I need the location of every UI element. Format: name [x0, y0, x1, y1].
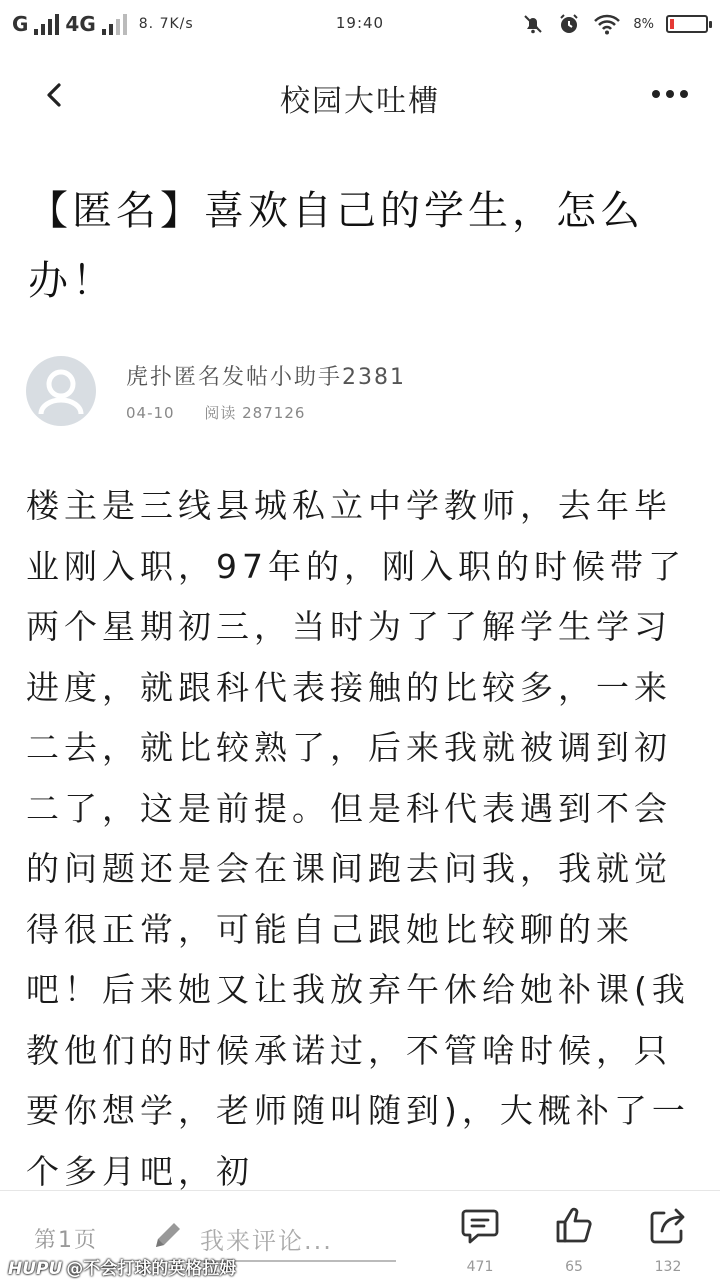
post-date: 04-10 [126, 404, 175, 422]
comment-input[interactable]: 我来评论... [200, 1221, 396, 1262]
comment-icon [460, 1205, 500, 1245]
watermark-brand: HUPU [8, 1259, 63, 1279]
pencil-icon [150, 1217, 186, 1253]
like-button[interactable] [544, 1205, 604, 1275]
battery-icon [666, 15, 708, 33]
alarm-clock-icon [557, 12, 581, 36]
more-icon[interactable] [650, 84, 690, 104]
bottom-bar [0, 1190, 720, 1281]
network-speed: 8. 7K/s [138, 16, 194, 32]
author-info[interactable] [26, 356, 686, 430]
battery-fill [670, 19, 674, 29]
post-title: 【匿名】喜欢自己的学生，怎么办！ [28, 188, 644, 304]
battery-percent: 8% [633, 16, 654, 32]
post-meta [126, 402, 305, 423]
comment-button[interactable] [450, 1205, 510, 1275]
share-icon [648, 1205, 688, 1245]
watermark-user: @不会打球的英格拉姆 [66, 1259, 237, 1279]
page-title: 校园大吐槽 [280, 84, 440, 119]
like-count: 65 [565, 1259, 583, 1275]
comment-count: 471 [466, 1259, 494, 1275]
mute-bell-icon [521, 12, 545, 36]
share-count: 132 [654, 1259, 682, 1275]
signal-label-2: 4G [65, 12, 96, 36]
nav-bar [0, 50, 720, 142]
avatar[interactable] [26, 356, 96, 426]
status-time: 19:40 [335, 14, 385, 32]
thumbs-up-icon [554, 1205, 594, 1245]
post-body: 楼主是三线县城私立中学教师，去年毕业刚入职，97年的，刚入职的时候带了两个星期初三，当时为了了解学生学习进度，就跟科代表接触的比较多，一来二去，就比较熟了，后来我就被调到初二了，这是前提。但是科代表遇到不会的问题还是会在课间跑去问我，我就觉得很正常，可能自己跟她比较聊的来吧！后来她又让我放弃午休给她补课(我教他们的时候承诺过，不管啥时候，只要你想学，老师随叫随到)，大概补了一个多月吧，初 [26, 486, 690, 1191]
signal-label-1: G [12, 12, 29, 36]
status-right [521, 12, 708, 36]
watermark [8, 1254, 236, 1279]
wifi-icon [593, 13, 621, 35]
status-bar [0, 0, 720, 50]
read-count: 阅读 287126 [204, 404, 306, 422]
default-avatar-icon [26, 356, 96, 426]
share-button[interactable] [638, 1205, 698, 1275]
author-name[interactable]: 虎扑匿名发帖小助手2381 [126, 365, 406, 390]
page-indicator[interactable]: 第1页 [34, 1228, 98, 1253]
